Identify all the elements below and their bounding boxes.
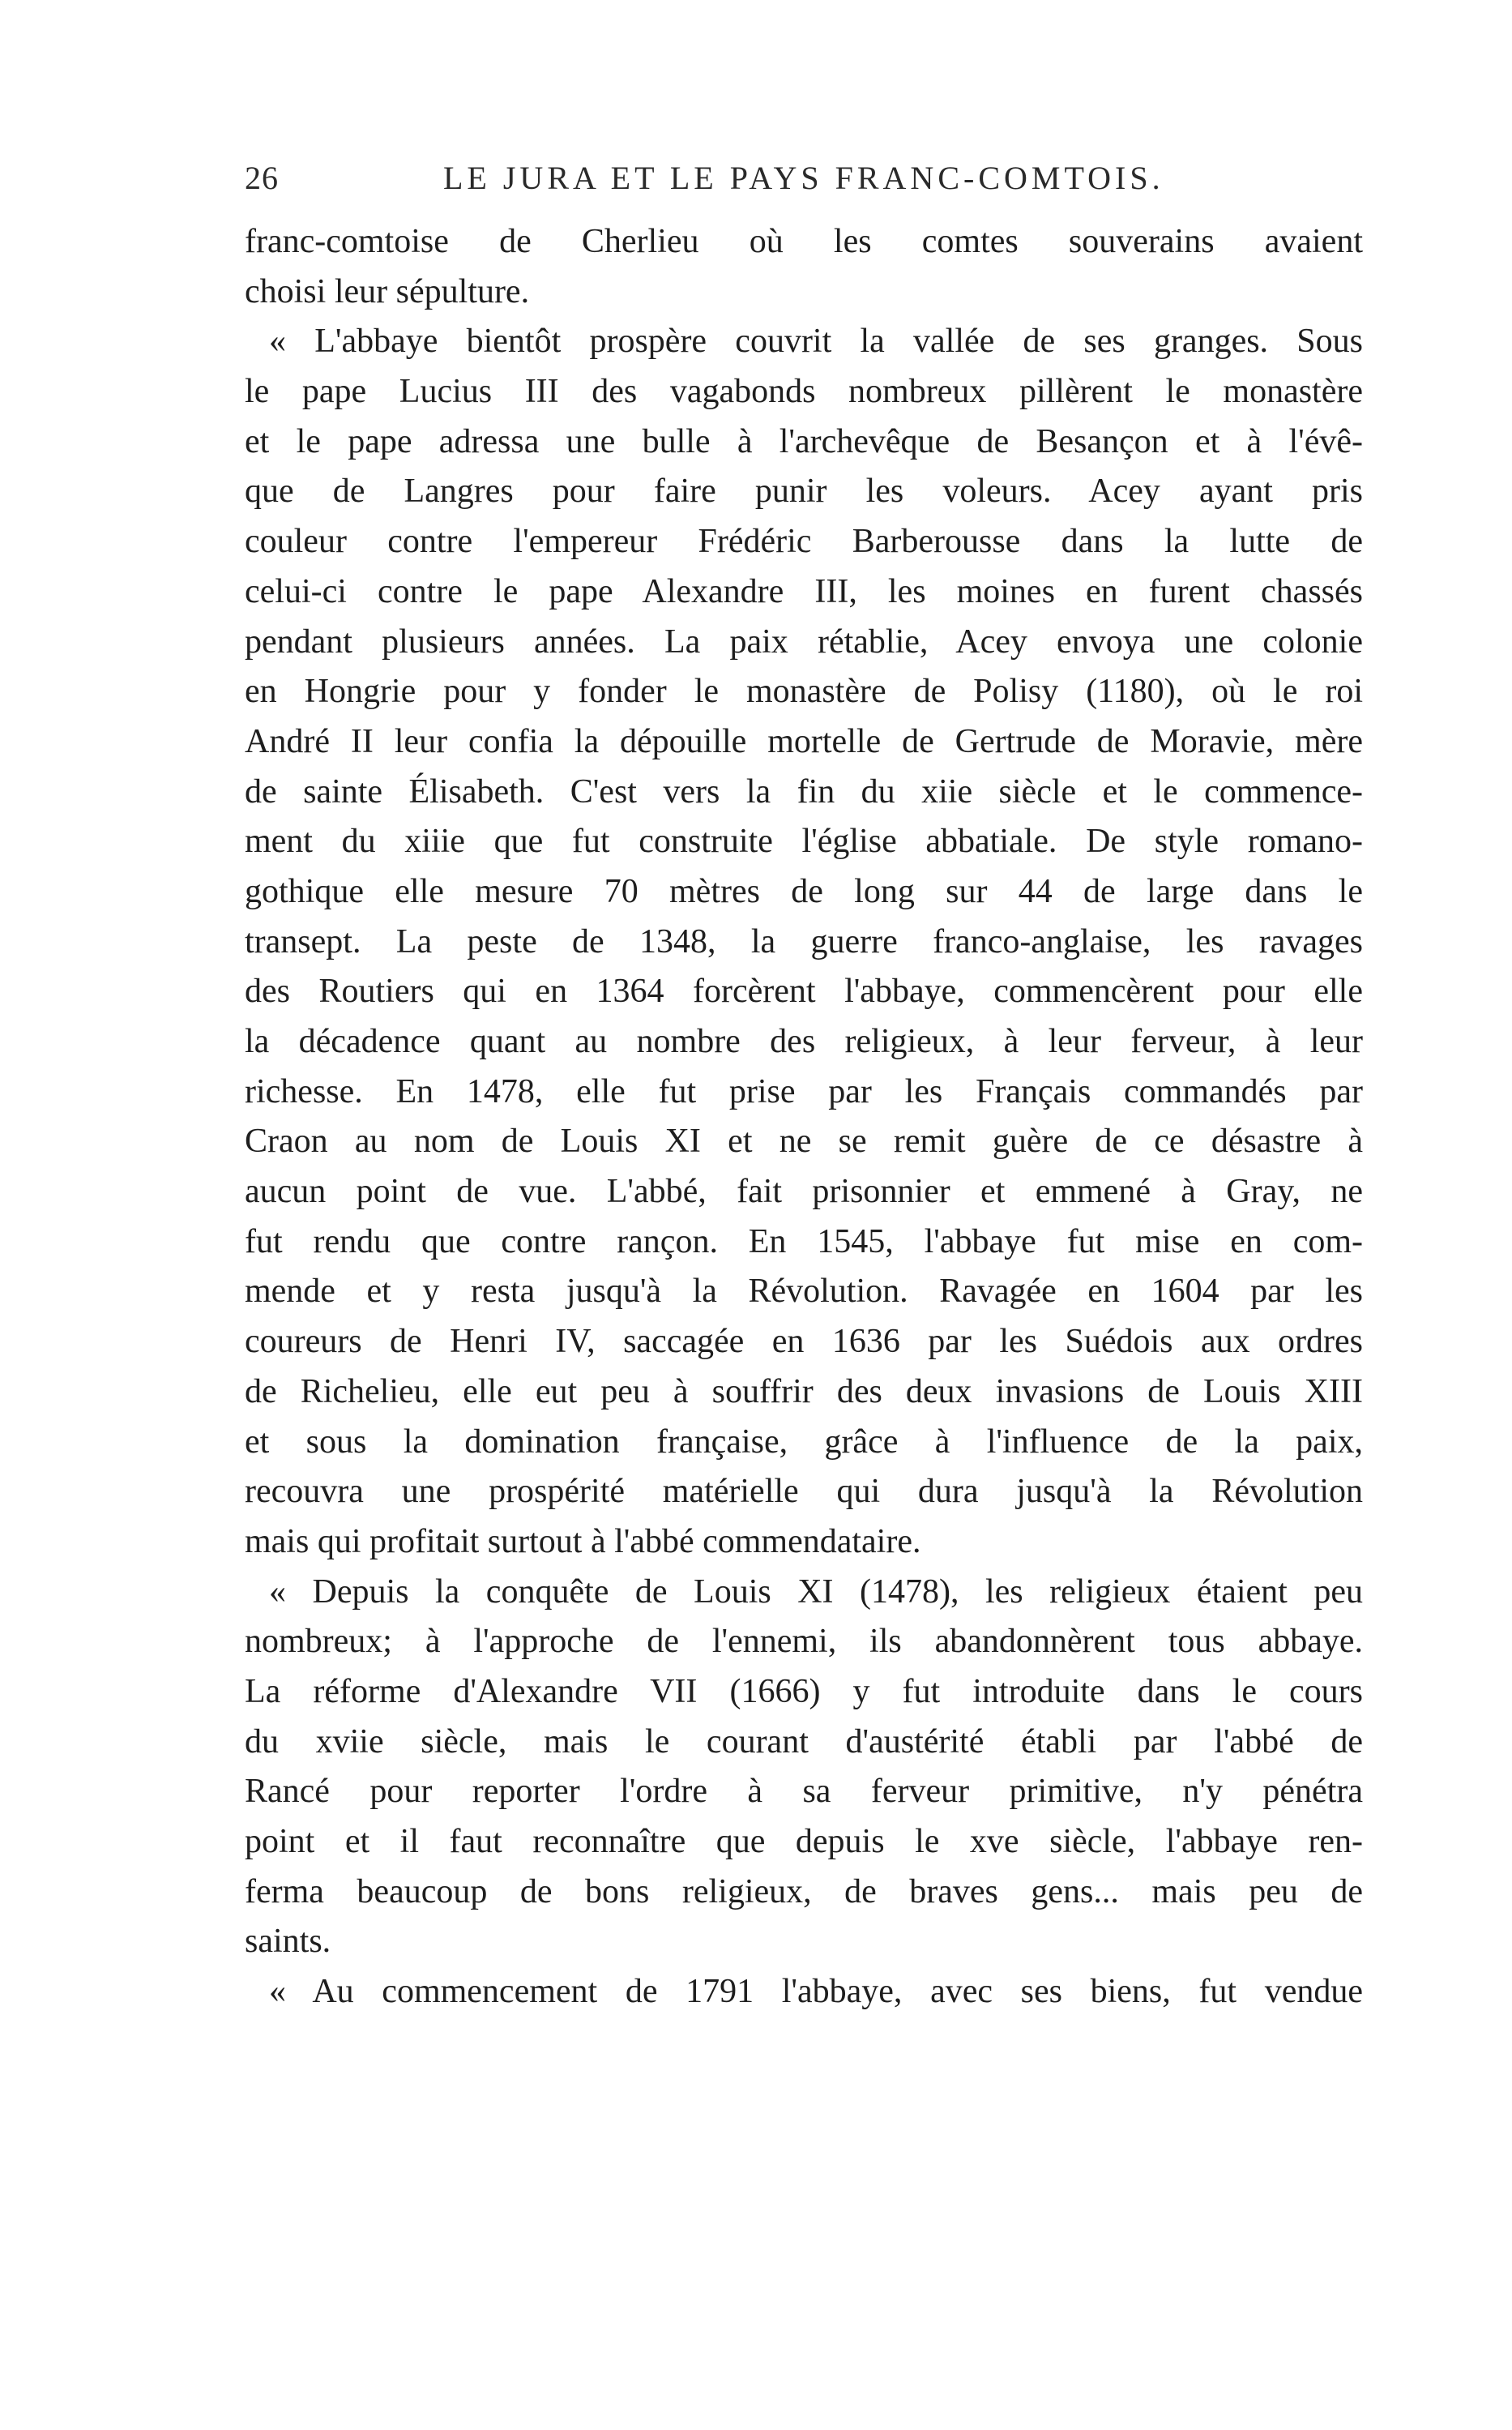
text-line: et sous la domination française, grâce à l'influence de la paix,	[245, 1422, 1363, 1461]
text-line: aucun point de vue. L'abbé, fait prisonnier et emmené à Gray, ne	[245, 1173, 1363, 1211]
text-line: des Routiers qui en 1364 forcèrent l'abbaye, commencèrent pour elle	[245, 973, 1363, 1011]
text-line: André II leur confia la dépouille mortelle de Gertrude de Moravie, mère	[245, 722, 1363, 760]
text-line: la décadence quant au nombre des religieux, à leur ferveur, à leur	[245, 1023, 1363, 1060]
text-line: mais qui profitait surtout à l'abbé commendataire.	[245, 1522, 921, 1560]
running-title: LE JURA ET LE PAYS FRANC-COMTOIS.	[443, 160, 1164, 196]
text-line: Rancé pour reporter l'ordre à sa ferveur primitive, n'y pénétra	[245, 1773, 1363, 1811]
text-line: recouvra une prospérité matérielle qui dura jusqu'à la Révolution	[245, 1473, 1363, 1511]
text-line: et le pape adressa une bulle à l'archevêque de Besançon et à l'évê-	[245, 422, 1363, 460]
page-number: 26	[245, 160, 279, 196]
text-line: gothique elle mesure 70 mètres de long sur 44 de large dans le	[245, 872, 1363, 910]
text-line: du xviie siècle, mais le courant d'austérité établi par l'abbé de	[245, 1722, 1363, 1760]
text-line: pendant plusieurs années. La paix rétablie, Acey envoya une colonie	[245, 622, 1363, 661]
text-line: de Richelieu, elle eut peu à souffrir des deux invasions de Louis XIII	[245, 1372, 1363, 1410]
text-line: La réforme d'Alexandre VII (1666) y fut introduite dans le cours	[245, 1672, 1363, 1710]
text-line: nombreux; à l'approche de l'ennemi, ils abandonnèrent tous abbaye.	[245, 1623, 1363, 1661]
text-line: ferma beaucoup de bons religieux, de braves gens... mais peu de	[245, 1872, 1363, 1910]
text-line: ment du xiiie que fut construite l'église abbatiale. De style romano-	[245, 823, 1363, 861]
body-text	[245, 217, 1363, 2017]
text-line: en Hongrie pour y fonder le monastère de Polisy (1180), où le roi	[245, 673, 1363, 711]
text-line: choisi leur sépulture.	[245, 272, 530, 310]
text-line: le pape Lucius III des vagabonds nombreux pillèrent le monastère	[245, 373, 1363, 411]
text-line: « Depuis la conquête de Louis XI (1478), les religieux étaient peu	[269, 1572, 1363, 1611]
text-line: franc-comtoise de Cherlieu où les comtes souverains avaient	[245, 223, 1363, 260]
text-line: point et il faut reconnaître que depuis le xve siècle, l'abbaye ren-	[245, 1823, 1363, 1860]
text-line: coureurs de Henri IV, saccagée en 1636 par les Suédois aux ordres	[245, 1323, 1363, 1361]
page-header	[245, 159, 1363, 199]
text-line: de sainte Élisabeth. C'est vers la fin du xiie siècle et le commence-	[245, 772, 1363, 811]
text-line: fut rendu que contre rançon. En 1545, l'abbaye fut mise en com-	[245, 1222, 1363, 1260]
text-line: transept. La peste de 1348, la guerre franco-anglaise, les ravages	[245, 922, 1363, 960]
text-line: celui-ci contre le pape Alexandre III, les moines en furent chassés	[245, 572, 1363, 610]
text-line: saints.	[245, 1923, 331, 1961]
text-line: que de Langres pour faire punir les voleurs. Acey ayant pris	[245, 473, 1363, 511]
text-line: couleur contre l'empereur Frédéric Barberousse dans la lutte de	[245, 523, 1363, 561]
text-line: « L'abbaye bientôt prospère couvrit la vallée de ses granges. Sous	[269, 323, 1363, 361]
text-line: « Au commencement de 1791 l'abbaye, avec ses biens, fut vendue	[269, 1973, 1363, 2011]
text-line: Craon au nom de Louis XI et ne se remit guère de ce désastre à	[245, 1123, 1363, 1161]
text-line: mende et y resta jusqu'à la Révolution. Ravagée en 1604 par les	[245, 1273, 1363, 1311]
text-line: richesse. En 1478, elle fut prise par les Français commandés par	[245, 1072, 1363, 1110]
